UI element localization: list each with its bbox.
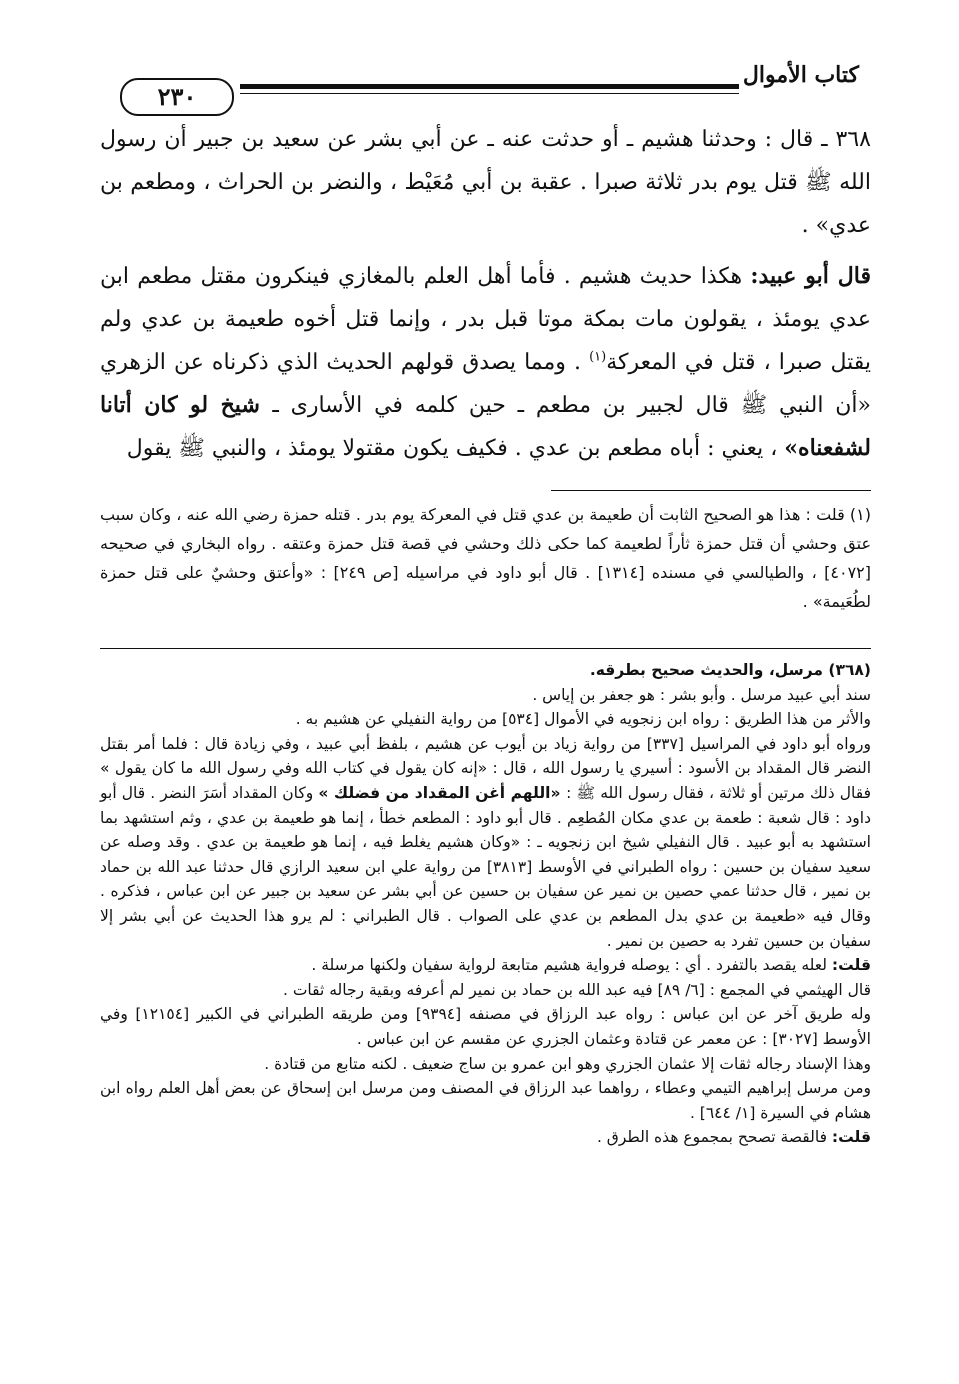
page-number: ٢٣٠: [120, 78, 234, 116]
takhrij-text: ورواه أبو داود في المراسيل [٣٣٧] من رواية زياد بن أيوب عن هشيم ، بلفظ أبي عبيد ، وفي زيادة قال : فلما أمر بقتل النضر قال المقداد بن الأسود : أسيري يا رسول الله ، قال : «إنه كان يقول في كتاب الله وفي رسول الله ما كان يقول » فقال ذلك مرتين أو ثلاثة ، فقال رسول الله ﷺ :: [100, 734, 871, 802]
main-text: [100, 118, 871, 470]
qultu-label: قلت:: [831, 1128, 871, 1147]
abu-ubaid-text-b: . ومما يصدق قولهم الحديث الذي ذكرناه عن الزهري «أن النبي ﷺ قال لجبير بن مطعم ـ حين كلمه في الأسارى ـ: [100, 350, 872, 418]
takhrij-text: لعله يقصد بالتفرد . أي : يوصله فرواية هشيم متابعة لرواية سفيان ولكنها مرسلة .: [311, 956, 832, 975]
abu-ubaid-bold-quote: شيخ لو كان أتانا لشفعناه»: [100, 392, 871, 461]
abu-ubaid-paragraph: [100, 255, 871, 470]
takhrij-bold-quote: «اللهم أغن المقداد من فضلك »: [318, 783, 567, 802]
header-rule-thin: [240, 93, 739, 94]
takhrij-line: وله طريق آخر عن ابن عباس : رواه عبد الرزاق في مصنفه [٩٣٩٤] ومن طريقه الطبراني في الكبير [١٢١٥٤] وفي الأوسط [٣٠٢٧] : عن معمر عن قتادة وعثمان الجزري عن مقسم عن ابن عباس .: [100, 1005, 871, 1048]
hadith-368-paragraph: ٣٦٨ ـ قال : وحدثنا هشيم ـ أو حدثت عنه ـ عن أبي بشر عن سعيد بن جبير أن رسول الله ﷺ قتل يوم بدر ثلاثة صبرا . عقبة بن أبي مُعَيْط ، والنضر بن الحراث ، ومطعم بن عدي» .: [100, 127, 871, 238]
book-title: كتاب الأموال: [742, 62, 859, 88]
footnote-ref: (١): [589, 349, 607, 365]
takhrij-line: [100, 953, 871, 978]
takhrij-line: والأثر من هذا الطريق : رواه ابن زنجويه في الأموال [٥٣٤] من رواية النفيلي عن هشيم به .: [295, 710, 871, 729]
qultu-label: قلت:: [831, 956, 871, 975]
takhrij-line: قال الهيثمي في المجمع : [٦/ ٨٩] فيه عبد الله بن حماد بن نمير لم أعرفه وبقية رجاله ثقات .: [282, 980, 871, 999]
takhrij-separator: [100, 648, 871, 649]
abu-ubaid-text-c: ، يعني : أباه مطعم بن عدي . فكيف يكون مقتولا يومئذ ، والنبي ﷺ يقول: [126, 436, 785, 461]
footnote-text: (١) قلت : هذا هو الصحيح الثابت أن طعيمة بن عدي قتل في المعركة يوم بدر . قتله حمزة رضي الله عنه ، وكان سبب عتق وحشي أن قتل حمزة ثأراً لطعيمة كما حكى ذلك وحشي في قصة قتل حمزة وعتقه . رواه البخاري في صحيحه [٤٠٧٢] ، والطيالسي في مسنده [١٣١٤] . قال أبو داود في مراسيله [ص ٢٤٩] : «وأعتق وحشيٌ على قتل حمزة لطُعَيمة» .: [100, 505, 872, 611]
takhrij-line: وهذا الإسناد رجاله ثقات إلا عثمان الجزري وهو ابن عمرو بن ساج ضعيف . لكنه متابع من قتادة .: [264, 1054, 871, 1073]
abu-ubaid-lead: قال أبو عبيد:: [750, 263, 871, 289]
takhrij-text: فالقصة تصحح بمجموع هذه الطرق .: [596, 1128, 832, 1147]
abu-ubaid-text-a: هكذا حديث هشيم . فأما أهل العلم بالمغازي فينكرون مقتل مطعم ابن عدي يومئذ ، يقولون مات بمكة موتا قبل بدر ، وإنما قتل أخوه طعيمة بن عدي ولم يقتل صبرا ، قتل في المعركة: [100, 264, 871, 375]
takhrij-heading: (٣٦٨) مرسل، والحديث صحيح بطرقه.: [589, 661, 871, 679]
takhrij-line: [100, 1125, 871, 1150]
takhrij-paragraph: [100, 732, 871, 953]
takhrij-line: ومن مرسل إبراهيم التيمي وعطاء ، رواهما عبد الرزاق في المصنف ومن مرسل ابن إسحاق عن بعض أهل العلم رواه ابن هشام في السيرة [١/ ٦٤٤] .: [100, 1079, 871, 1122]
takhrij-text: وكان المقداد أسَرَ النضر . قال أبو داود : قال شعبة : طعمة بن عدي مكان المُطعِم . قال أبو داود : المطعم خطأ ، إنما هو طعيمة بن عدي ، وثم استشهد بما استشهد به أبو عبيد . قال النفيلي شيخ ابن زنجويه ـ : «وكان هشيم يغلط فيه ، إنما هو طعيمة بن عدي . وقد وصله عن سعيد سفيان بن حسين : رواه الطبراني في الأوسط [٣٨١٣] من رواية علي ابن سعيد الرازي قال حدثنا عبد الله بن حماد بن نمير ، قال حدثنا عمي حصين بن نمير عن سفيان بن حسين عن أبي بشر عن سعيد بن جبير عن ابن عباس ، فذكره . وقال فيه «طعيمة بن عدي بدل المطعم بن عدي على الصواب . قال الطبراني : لم يرو هذا الحديث عن أبي بشر إلا سفيان بن حسين تفرد به حصين بن نمير .: [100, 783, 871, 950]
takhrij-section: [100, 658, 871, 1150]
footnote: [100, 500, 871, 616]
header-rule-thick: [240, 84, 739, 89]
takhrij-line: سند أبي عبيد مرسل . وأبو بشر : هو جعفر بن إياس .: [532, 685, 871, 704]
page-header: [100, 58, 859, 118]
footnote-separator: [551, 490, 871, 491]
